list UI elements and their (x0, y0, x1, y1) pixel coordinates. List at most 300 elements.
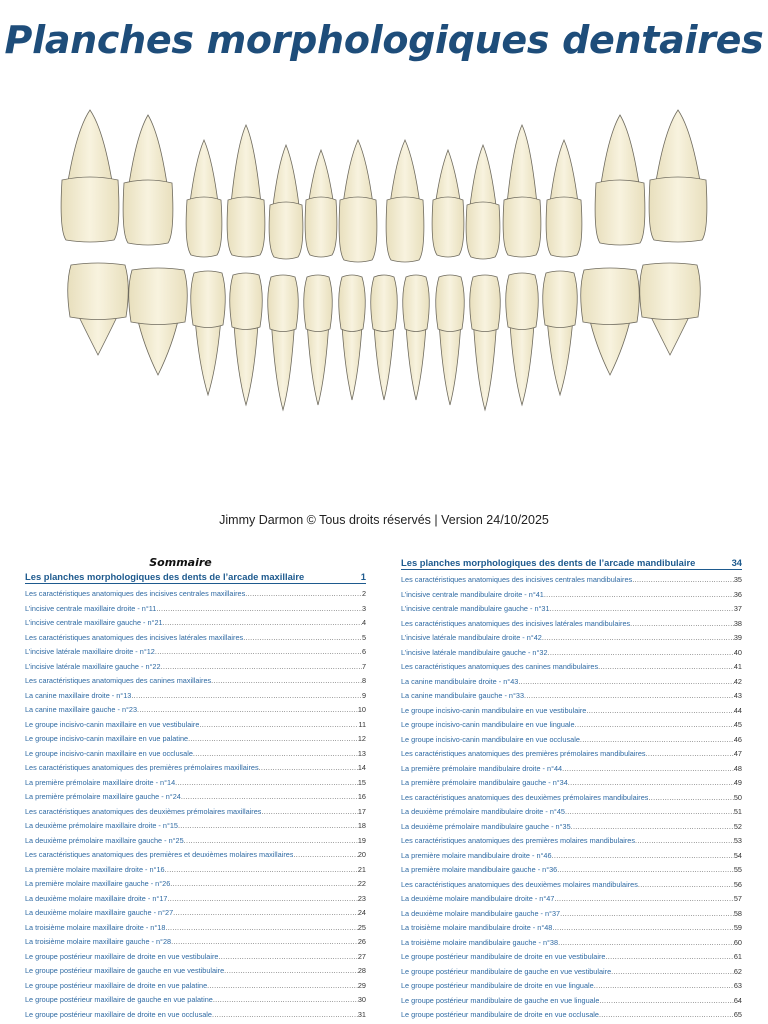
toc-entry[interactable] (401, 892, 742, 907)
toc-entry-label: Les caractéristiques anatomiques des canines mandibulaires (401, 662, 599, 671)
toc-entry-page: 45 (733, 720, 742, 729)
tooth-root (473, 323, 496, 410)
tooth-crown (503, 197, 541, 257)
toc-entry-label: L’incisive latérale mandibulaire gauche - n°32 (401, 647, 548, 657)
toc-entry-page: 37 (733, 604, 742, 613)
toc-leader-dots (571, 820, 734, 835)
page-title: Planches morphologiques dentaires (4, 18, 764, 62)
toc-heading-page: 1 (360, 571, 366, 582)
toc-entry-label: L’incisive latérale maxillaire gauche - n°22 (25, 661, 161, 671)
toc-entry[interactable] (25, 587, 366, 602)
toc-entry[interactable] (401, 704, 742, 719)
tooth-crown (191, 271, 226, 328)
toc-leader-dots (165, 921, 357, 936)
toc-entry[interactable] (401, 950, 742, 965)
toc-entry-page: 23 (357, 893, 366, 903)
toc-entry-page: 47 (733, 749, 742, 758)
toc-entry-page: 18 (357, 821, 366, 830)
toc-entry[interactable] (401, 733, 742, 748)
toc-entry-page: 60 (733, 937, 742, 947)
toc-entry[interactable] (401, 660, 742, 675)
toc-leader-dots (646, 747, 734, 762)
toc-entry-page: 31 (357, 1009, 366, 1019)
tooth-crown (186, 197, 222, 257)
toc-leader-dots (648, 791, 733, 806)
toc-entry-label: Le groupe incisivo-canin mandibulaire en vue linguale (401, 720, 575, 729)
toc-entry-label: Les caractéristiques anatomiques des deuxièmes molaires mandibulaires (401, 879, 638, 889)
toc-entry-page: 29 (357, 980, 366, 990)
toc-leader-dots (175, 776, 358, 791)
tooth-root (307, 323, 329, 405)
toc-entry-label: La deuxième molaire maxillaire droite - n°17 (25, 893, 168, 903)
toc-entry[interactable] (25, 819, 366, 834)
toc-entry-page: 57 (733, 894, 742, 903)
toc-entry[interactable] (25, 645, 366, 660)
toc-entry-label: Le groupe postérieur maxillaire de gauche en vue vestibulaire (25, 966, 225, 975)
toc-leader-dots (544, 588, 734, 603)
toc-entry-label: La première molaire mandibulaire droite - n°46 (401, 850, 552, 860)
toc-entry[interactable] (25, 674, 366, 689)
toc-entry-label: Le groupe postérieur mandibulaire de droite en vue linguale (401, 981, 594, 990)
toc-entry-page: 26 (357, 937, 366, 946)
toc-entry[interactable] (401, 602, 742, 617)
toc-entry-label: La première prémolaire maxillaire gauche - n°24 (25, 792, 181, 801)
toc-leader-dots (178, 819, 358, 834)
toc-leader-dots (188, 732, 358, 747)
toc-leader-dots (173, 906, 358, 921)
toc-entry-page: 49 (733, 778, 742, 787)
toc-entry-label: L’incisive latérale maxillaire droite - n°12 (25, 647, 155, 656)
toc-leader-dots (542, 631, 734, 646)
toc-entry-label: Les caractéristiques anatomiques des incisives centrales maxillaires (25, 589, 246, 598)
toc-entry-page: 20 (357, 850, 366, 859)
toc-leader-dots (259, 761, 358, 776)
toc-leader-dots (568, 776, 734, 791)
toc-entry[interactable] (25, 964, 366, 979)
toc-entry-label: La première molaire maxillaire gauche - n°26 (25, 879, 171, 888)
tooth-crown (436, 275, 465, 332)
tooth-crown (581, 268, 640, 325)
toc-entry-label: Le groupe postérieur maxillaire de droite en vue vestibulaire (25, 951, 219, 961)
toc-entry-page: 14 (357, 763, 366, 772)
tooth-crown (123, 180, 173, 245)
toc-entry[interactable] (401, 689, 742, 704)
toc-entry-label: La canine maxillaire gauche - n°23 (25, 705, 138, 714)
toc-entry-label: Le groupe incisivo-canin maxillaire en vue occlusale (25, 748, 193, 758)
toc-entry-label: La canine mandibulaire gauche - n°33 (401, 691, 524, 700)
toc-entry[interactable] (25, 950, 366, 965)
toc-leader-dots (630, 617, 734, 632)
tooth-root (190, 140, 219, 206)
toc-entry-page: 21 (357, 864, 366, 874)
toc-entry[interactable] (401, 631, 742, 646)
toc-entry-page: 64 (733, 995, 742, 1005)
toc-entry-label: La canine maxillaire droite - n°13 (25, 690, 132, 700)
toc-entry-page: 7 (361, 661, 366, 671)
toc-entry-page: 40 (733, 647, 742, 657)
toc-entry-label: La première molaire maxillaire droite - n°16 (25, 864, 165, 874)
tooth-root (374, 323, 394, 400)
toc-entry-label: Les caractéristiques anatomiques des deuxièmes prémolaires maxillaires (25, 806, 262, 816)
toc-entry[interactable] (401, 805, 742, 820)
toc-entry-label: Le groupe postérieur mandibulaire de gauche en vue vestibulaire (401, 966, 612, 976)
toc-entry[interactable] (401, 762, 742, 777)
toc-entry[interactable] (401, 994, 742, 1009)
tooth-root (342, 323, 362, 400)
toc-entry-label: La troisième molaire maxillaire gauche - n°28 (25, 937, 172, 946)
toc-entry-label: L’incisive centrale maxillaire droite - n°11 (25, 603, 157, 613)
toc-entry-page: 8 (361, 676, 366, 685)
toc-entry-page: 41 (733, 662, 742, 671)
toc-entry-page: 2 (361, 589, 366, 598)
toc-heading-label: Les planches morphologiques des dents de l’arcade maxillaire (25, 571, 305, 582)
toc-entry[interactable] (401, 921, 742, 936)
toc-leader-dots (557, 863, 734, 878)
tooth-root (406, 323, 426, 400)
toc-entry[interactable] (25, 877, 366, 892)
toc-entry-label: Les caractéristiques anatomiques des premières prémolaires mandibulaires (401, 749, 646, 758)
toc-entry-label: La deuxième molaire maxillaire gauche - n°27 (25, 908, 174, 917)
toc-leader-dots (155, 645, 362, 660)
toc-entry-label: Les caractéristiques anatomiques des deuxièmes prémolaires mandibulaires (401, 792, 649, 802)
toc-entry-page: 65 (733, 1010, 742, 1019)
toc-entry[interactable] (25, 747, 366, 762)
toc-heading-label: Les planches morphologiques des dents de l’arcade mandibulaire (401, 557, 696, 568)
tooth-crown (595, 180, 645, 245)
toc-entry-page: 5 (361, 632, 366, 642)
toc-entry-label: L’incisive centrale mandibulaire droite - n°41 (401, 589, 544, 599)
toc-entry-page: 51 (733, 807, 742, 816)
toc-entry-label: La deuxième molaire mandibulaire droite - n°47 (401, 894, 555, 903)
toc-leader-dots (575, 718, 734, 733)
tooth-root (439, 323, 461, 405)
tooth-crown (304, 275, 333, 332)
tooth-crown (339, 197, 377, 262)
toc-entry[interactable] (25, 703, 366, 718)
toc-entry[interactable] (25, 921, 366, 936)
toc-entry-page: 4 (361, 618, 366, 627)
tooth-crown (386, 197, 424, 262)
toc-entry-page: 6 (361, 647, 366, 656)
toc-leader-dots (565, 805, 734, 820)
tooth-root (510, 321, 534, 405)
toc-entry-label: Le groupe postérieur maxillaire de gauche en vue palatine (25, 995, 213, 1004)
toc-entry-label: Le groupe postérieur mandibulaire de droite en vue occlusale (401, 1010, 599, 1019)
toc-entry-label: L’incisive latérale mandibulaire droite - n°42 (401, 633, 542, 642)
tooth-root (507, 125, 537, 206)
tooth-crown (268, 275, 299, 332)
toc-entry-page: 16 (357, 792, 366, 801)
dental-arches-illustration (50, 105, 720, 415)
tooth-crown (403, 275, 430, 332)
toc-leader-dots (518, 675, 734, 690)
toc-leader-dots (207, 979, 358, 994)
toc-entry-page: 42 (733, 676, 742, 686)
tooth-root (343, 140, 373, 206)
toc-entry-label: La première prémolaire mandibulaire gauche - n°34 (401, 778, 568, 787)
toc-entry-label: Les caractéristiques anatomiques des incisives latérales mandibulaires (401, 618, 631, 628)
toc-entry[interactable] (25, 718, 366, 733)
toc-leader-dots (635, 834, 734, 849)
toc-entry[interactable] (401, 834, 742, 849)
toc-entry[interactable] (25, 892, 366, 907)
toc-entry[interactable] (401, 573, 742, 588)
toc-leader-dots (213, 993, 358, 1008)
tooth-crown (227, 197, 265, 257)
tooth-crown (230, 273, 263, 330)
mandibular-arch (68, 263, 701, 410)
toc-entry-label: Le groupe postérieur mandibulaire de droite en vue vestibulaire (401, 952, 606, 961)
tooth-crown (61, 177, 119, 242)
toc-leader-dots (181, 790, 358, 805)
toc-leader-dots (599, 1008, 734, 1023)
toc-entry-page: 62 (733, 966, 742, 976)
toc-entry-label: L’incisive centrale mandibulaire gauche - n°31 (401, 604, 550, 613)
toc-leader-dots (632, 573, 734, 588)
toc-entry[interactable] (401, 863, 742, 878)
toc-entry[interactable] (401, 675, 742, 690)
toc-entry-page: 56 (733, 879, 742, 889)
toc-entry-page: 39 (733, 633, 742, 642)
toc-entry-page: 27 (357, 951, 366, 961)
tooth-crown (305, 197, 337, 257)
toc-entry[interactable] (25, 631, 366, 646)
toc-entry[interactable] (401, 907, 742, 922)
toc-list (401, 573, 742, 1023)
toc-leader-dots (548, 646, 734, 661)
toc-leader-dots (594, 979, 734, 994)
toc-leader-dots (599, 994, 734, 1009)
toc-leader-dots (137, 703, 358, 718)
toc-leader-dots (218, 950, 357, 965)
tooth-root (600, 115, 640, 189)
tooth-root (195, 319, 221, 395)
toc-leader-dots (167, 892, 357, 907)
tooth-crown (432, 197, 464, 257)
toc-leader-dots (171, 935, 358, 950)
toc-entry-page: 10 (357, 705, 366, 714)
toc-entry[interactable] (401, 617, 742, 632)
toc-entry-label: Les caractéristiques anatomiques des premières molaires mandibulaires (401, 836, 636, 845)
toc-entry[interactable] (401, 718, 742, 733)
toc-entry[interactable] (25, 1008, 366, 1023)
tooth-crown (269, 202, 303, 259)
toc-entry-page: 35 (733, 575, 742, 584)
toc-leader-dots (184, 834, 358, 849)
toc-entry-label: La canine mandibulaire droite - n°43 (401, 676, 519, 686)
toc-entry[interactable] (25, 906, 366, 921)
tooth-root (128, 115, 168, 189)
toc-entry-page: 11 (358, 719, 366, 729)
toc-entry[interactable] (25, 790, 366, 805)
toc-leader-dots (605, 950, 733, 965)
toc-entry[interactable] (401, 820, 742, 835)
toc-leader-dots (560, 907, 734, 922)
toc-leader-dots (224, 964, 358, 979)
tooth-crown (640, 263, 701, 320)
toc-leader-dots (161, 660, 362, 675)
toc-entry-page: 17 (357, 806, 366, 816)
toc-entry-page: 22 (357, 879, 366, 888)
toc-entry-page: 63 (733, 981, 742, 990)
toc-leader-dots (550, 602, 734, 617)
toc-leader-dots (554, 892, 733, 907)
toc-entry-label: La deuxième prémolaire maxillaire gauche - n°25 (25, 835, 184, 845)
toc-leader-dots (245, 587, 362, 602)
toc-entry[interactable] (25, 979, 366, 994)
toc-leader-dots (580, 733, 734, 748)
toc-leader-dots (611, 965, 734, 980)
toc-entry[interactable] (401, 776, 742, 791)
toc-entry-label: La première molaire mandibulaire gauche - n°36 (401, 865, 558, 874)
toc-maxillary-column (25, 556, 366, 1022)
toc-entry[interactable] (25, 602, 366, 617)
toc-entry[interactable] (401, 965, 742, 980)
toc-entry[interactable] (401, 849, 742, 864)
toc-entry-page: 9 (361, 690, 366, 700)
tooth-crown (649, 177, 707, 242)
toc-entry-label: Le groupe postérieur maxillaire de droite en vue occlusale (25, 1009, 212, 1019)
toc-leader-dots (211, 674, 362, 689)
maxillary-arch (61, 110, 707, 262)
toc-entry-label: Le groupe incisivo-canin maxillaire en vue palatine (25, 734, 189, 743)
toc-leader-dots (598, 660, 734, 675)
toc-entry[interactable] (25, 848, 366, 863)
toc-entry-page: 61 (733, 952, 742, 961)
toc-entry-label: Les caractéristiques anatomiques des premières et deuxièmes molaires maxillaires (25, 850, 294, 859)
toc-entry[interactable] (401, 979, 742, 994)
tooth-root (271, 323, 294, 410)
toc-section-heading-mandibular[interactable] (401, 556, 742, 570)
toc-entry[interactable] (25, 993, 366, 1008)
toc-leader-dots (562, 762, 734, 777)
tooth-crown (339, 275, 366, 332)
toc-entry[interactable] (25, 863, 366, 878)
toc-leader-dots (163, 616, 362, 631)
toc-entry-label: Le groupe postérieur mandibulaire de gauche en vue linguale (401, 995, 600, 1005)
tooth-root (231, 125, 261, 206)
toc-entry[interactable] (25, 805, 366, 820)
toc-entry-page: 53 (733, 836, 742, 845)
toc-leader-dots (156, 602, 362, 617)
toc-entry-label: La troisième molaire mandibulaire droite - n°48 (401, 923, 553, 932)
tooth-root (469, 145, 496, 211)
toc-entry[interactable] (25, 935, 366, 950)
toc-leader-dots (586, 704, 734, 719)
toc-entry-label: Le groupe incisivo-canin mandibulaire en vue vestibulaire (401, 705, 587, 715)
toc-entry[interactable] (25, 689, 366, 704)
toc-title: Sommaire (149, 556, 212, 569)
toc-leader-dots (165, 863, 358, 878)
copyright-version: Jimmy Darmon © Tous droits réservés | Version 24/10/2025 (219, 513, 549, 527)
toc-entry[interactable] (401, 588, 742, 603)
toc-entry-label: Les caractéristiques anatomiques des canines maxillaires (25, 676, 212, 685)
tooth-crown (68, 263, 129, 320)
toc-leader-dots (552, 921, 734, 936)
toc-leader-dots (638, 878, 734, 893)
toc-entry-label: La première prémolaire maxillaire droite - n°14 (25, 777, 176, 787)
toc-leader-dots (243, 631, 362, 646)
toc-entry[interactable] (25, 761, 366, 776)
tooth-crown (466, 202, 500, 259)
toc-entry-label: Les caractéristiques anatomiques des premières prémolaires maxillaires (25, 763, 259, 772)
toc-entry-page: 12 (357, 734, 366, 743)
toc-entry[interactable] (25, 616, 366, 631)
toc-entry-page: 30 (357, 995, 366, 1004)
toc-entry-label: Le groupe incisivo-canin mandibulaire en vue occlusale (401, 734, 580, 744)
toc-leader-dots (558, 936, 734, 951)
toc-entry-page: 24 (357, 908, 366, 917)
toc-mandibular-column (401, 556, 742, 1023)
toc-entry-page: 58 (733, 908, 742, 918)
tooth-root (272, 145, 299, 211)
toc-entry-label: La troisième molaire mandibulaire gauche - n°38 (401, 937, 559, 947)
toc-entry[interactable] (25, 732, 366, 747)
toc-section-heading-maxillary[interactable] (25, 570, 366, 584)
toc-entry-label: La troisième molaire maxillaire droite - n°18 (25, 922, 166, 932)
toc-leader-dots (212, 1008, 358, 1023)
toc-entry-label: La deuxième prémolaire mandibulaire droite - n°45 (401, 807, 565, 816)
toc-entry-label: Les caractéristiques anatomiques des incisives latérales maxillaires (25, 632, 244, 642)
toc-leader-dots (193, 747, 358, 762)
toc-entry-page: 59 (733, 923, 742, 932)
toc-entry-page: 46 (733, 734, 742, 744)
toc-entry[interactable] (25, 660, 366, 675)
toc-entry-label: Le groupe postérieur maxillaire de droite en vue palatine (25, 980, 208, 990)
toc-entry[interactable] (25, 776, 366, 791)
toc-entry-page: 55 (733, 865, 742, 874)
toc-entry-label: La première prémolaire mandibulaire droite - n°44 (401, 763, 563, 773)
toc-entry[interactable] (25, 834, 366, 849)
toc-leader-dots (131, 689, 362, 704)
toc-leader-dots (199, 718, 358, 733)
tooth-root (547, 319, 573, 395)
toc-entry-label: L’incisive centrale maxillaire gauche - n°21 (25, 618, 163, 627)
toc-entry-page: 38 (733, 618, 742, 628)
tooth-crown (129, 268, 188, 325)
toc-entry-page: 54 (733, 850, 742, 860)
tooth-root (550, 140, 579, 206)
toc-entry[interactable] (401, 1008, 742, 1023)
toc-heading-page: 34 (731, 557, 742, 568)
tooth-crown (543, 271, 578, 328)
toc-entry-page: 19 (357, 835, 366, 845)
toc-leader-dots (170, 877, 358, 892)
tooth-root (390, 140, 420, 206)
toc-entry-page: 25 (357, 922, 366, 932)
tooth-root (234, 321, 258, 405)
toc-entry-page: 36 (733, 589, 742, 599)
toc-entry-page: 44 (733, 705, 742, 715)
toc-entry[interactable] (401, 936, 742, 951)
toc-leader-dots (524, 689, 734, 704)
toc-entry-page: 48 (733, 763, 742, 773)
tooth-crown (470, 275, 501, 332)
toc-list (25, 587, 366, 1022)
toc-entry-page: 43 (733, 691, 742, 700)
toc-entry-page: 50 (733, 792, 742, 802)
toc-entry[interactable] (401, 646, 742, 661)
toc-entry-label: Le groupe incisivo-canin maxillaire en vue vestibulaire (25, 719, 200, 729)
toc-entry[interactable] (401, 747, 742, 762)
toc-entry-page: 13 (357, 748, 366, 758)
tooth-crown (546, 197, 582, 257)
toc-entry-label: La deuxième prémolaire mandibulaire gauche - n°35 (401, 821, 571, 831)
toc-entry[interactable] (401, 878, 742, 893)
tooth-root (655, 110, 701, 186)
toc-leader-dots (293, 848, 357, 863)
toc-entry[interactable] (401, 791, 742, 806)
